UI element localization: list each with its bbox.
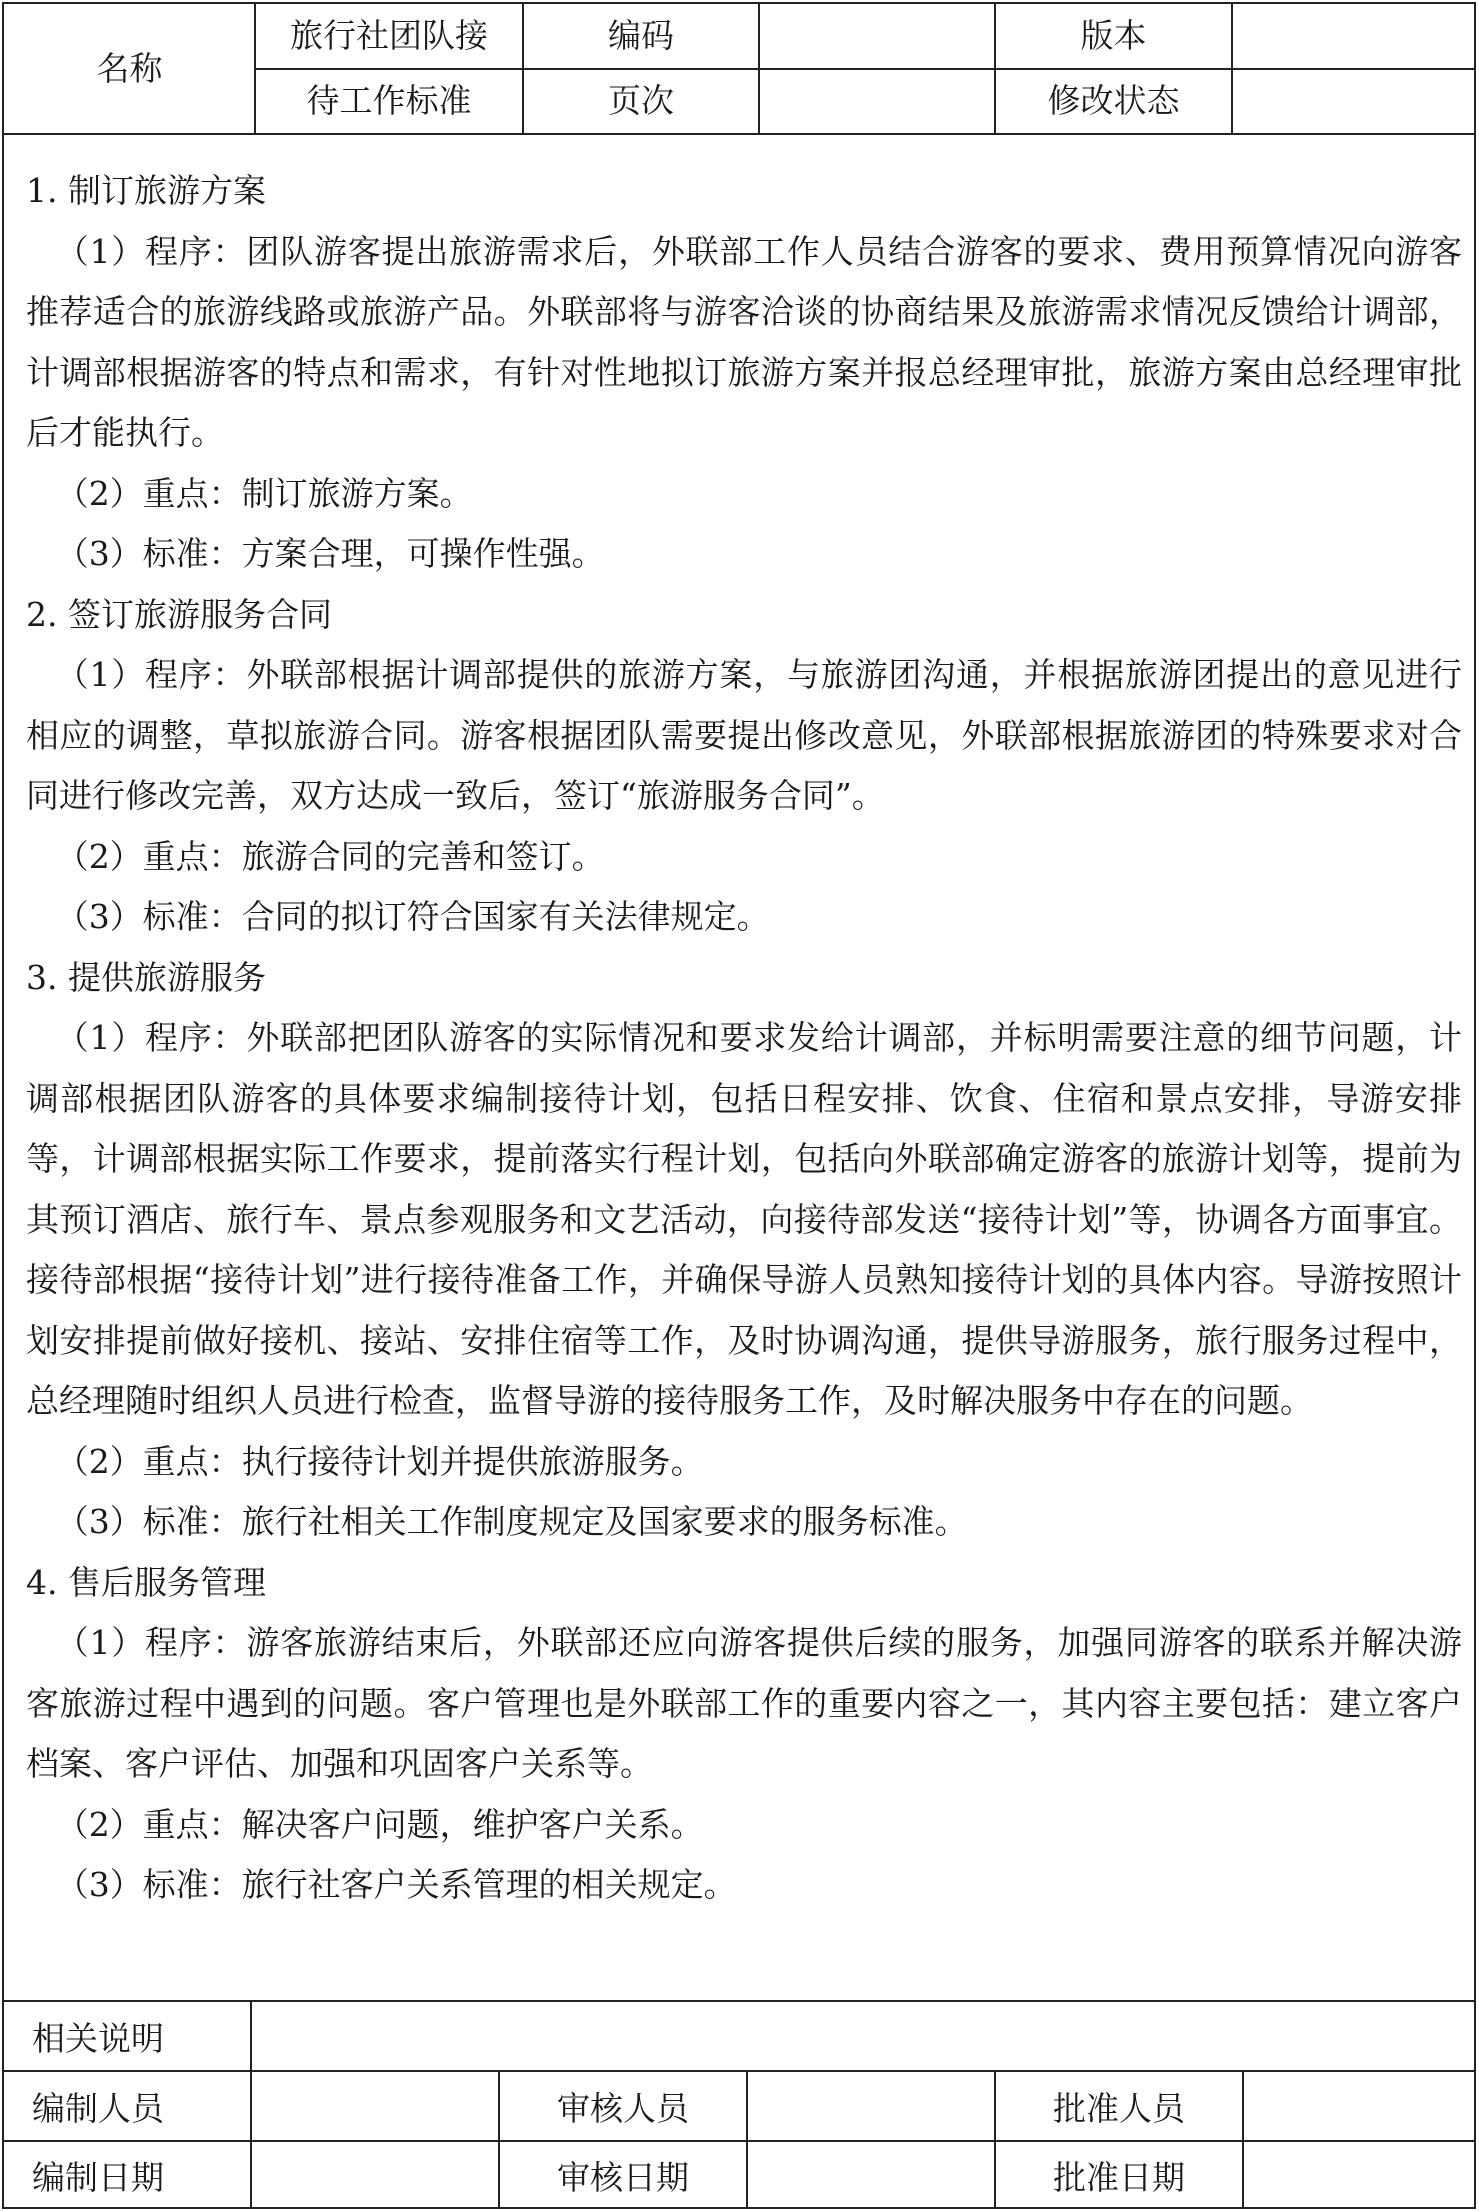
section-item: （1）程序：外联部根据计调部提供的旅游方案，与旅游团沟通，并根据旅游团提出的意见进行相应的调整，草拟旅游合同。游客根据团队需要提出修改意见，外联部根据旅游团的特殊要求对合同进行修改完善，双方达成一致后，签订“旅游服务合同”。 bbox=[26, 655, 1462, 815]
page-value bbox=[759, 69, 995, 134]
notes-label: 相关说明 bbox=[32, 2018, 164, 2058]
code-value bbox=[759, 4, 995, 69]
section-item: （1）程序：外联部把团队游客的实际情况和要求发给计调部，并标明需要注意的细节问题，计调部根据团队游客的具体要求编制接待计划，包括日程安排、饮食、住宿和景点安排，导游安排等，计调部根据实际工作要求，提前落实行程计划，包括向外联部确定游客的旅游计划等，提前为其预订酒店、旅行车、景点参观服务和文艺活动，向接待部发送“接待计划”等，协调各方面事宜。接待部根据“接待计划”进行接待准备工作，并确保导游人员熟知接待计划的具体内容。导游按照计划安排提前做好接机、接站、安排住宿等工作，及时协调沟通，提供导游服务，旅行服务过程中，总经理随时组织人员进行检查，监督导游的接待服务工作，及时解决服务中存在的问题。 bbox=[26, 1018, 1462, 1420]
section-heading: 2. 签订旅游服务合同 bbox=[26, 594, 332, 634]
document-body bbox=[4, 135, 1474, 2000]
reviewed-by-label: 审核人员 bbox=[557, 2088, 689, 2128]
section-item: （2）重点：旅游合同的完善和签订。 bbox=[55, 836, 605, 876]
section-item: （1）程序：团队游客提出旅游需求后，外联部工作人员结合游客的要求、费用预算情况向游客推荐适合的旅游线路或旅游产品。外联部将与游客洽谈的协商结果及旅游需求情况反馈给计调部，计调部根据游客的特点和需求，有针对性地拟订旅游方案并报总经理审批，旅游方案由总经理审批后才能执行。 bbox=[26, 231, 1462, 452]
section-item: （2）重点：制订旅游方案。 bbox=[55, 473, 473, 513]
section-heading: 4. 售后服务管理 bbox=[26, 1562, 266, 1602]
revision-label: 修改状态 bbox=[1047, 81, 1180, 121]
divider bbox=[255, 68, 1474, 70]
code-label: 编码 bbox=[608, 16, 674, 56]
reviewed-date-label: 审核日期 bbox=[557, 2158, 689, 2197]
section-heading: 3. 提供旅游服务 bbox=[26, 957, 266, 997]
revision-value bbox=[1232, 69, 1474, 134]
section-item: （2）重点：执行接待计划并提供旅游服务。 bbox=[55, 1441, 704, 1481]
approved-date-label: 批准日期 bbox=[1053, 2158, 1185, 2197]
section-heading: 1. 制订旅游方案 bbox=[26, 171, 266, 210]
section-item: （3）标准：方案合理，可操作性强。 bbox=[55, 534, 605, 573]
doc-title-line2: 待工作标准 bbox=[306, 81, 472, 121]
doc-title-line1: 旅行社团队接 bbox=[290, 16, 488, 56]
section-item: （3）标准：旅行社相关工作制度规定及国家要求的服务标准。 bbox=[55, 1502, 968, 1541]
section-item: （3）标准：合同的拟订符合国家有关法律规定。 bbox=[55, 897, 770, 936]
section-item: （1）程序：游客旅游结束后，外联部还应向游客提供后续的服务，加强同游客的联系并解决游客旅游过程中遇到的问题。客户管理也是外联部工作的重要内容之一，其内容主要包括：建立客户档案、客户评估、加强和巩固客户关系等。 bbox=[26, 1623, 1462, 1783]
page-label: 页次 bbox=[608, 81, 674, 121]
section-item: （3）标准：旅行社客户关系管理的相关规定。 bbox=[55, 1865, 737, 1904]
section-item: （2）重点：解决客户问题，维护客户关系。 bbox=[55, 1804, 704, 1844]
divider bbox=[746, 2071, 748, 2209]
prepared-by-label: 编制人员 bbox=[32, 2088, 164, 2128]
approved-by-label: 批准人员 bbox=[1053, 2088, 1185, 2128]
divider bbox=[1242, 2071, 1244, 2209]
notes-value bbox=[252, 2002, 1474, 2070]
version-value bbox=[1232, 4, 1474, 69]
prepared-date-label: 编制日期 bbox=[32, 2158, 164, 2197]
version-label: 版本 bbox=[1080, 16, 1147, 56]
header-table bbox=[4, 4, 1474, 134]
document-frame bbox=[2, 2, 1476, 2209]
name-label: 名称 bbox=[96, 48, 163, 88]
